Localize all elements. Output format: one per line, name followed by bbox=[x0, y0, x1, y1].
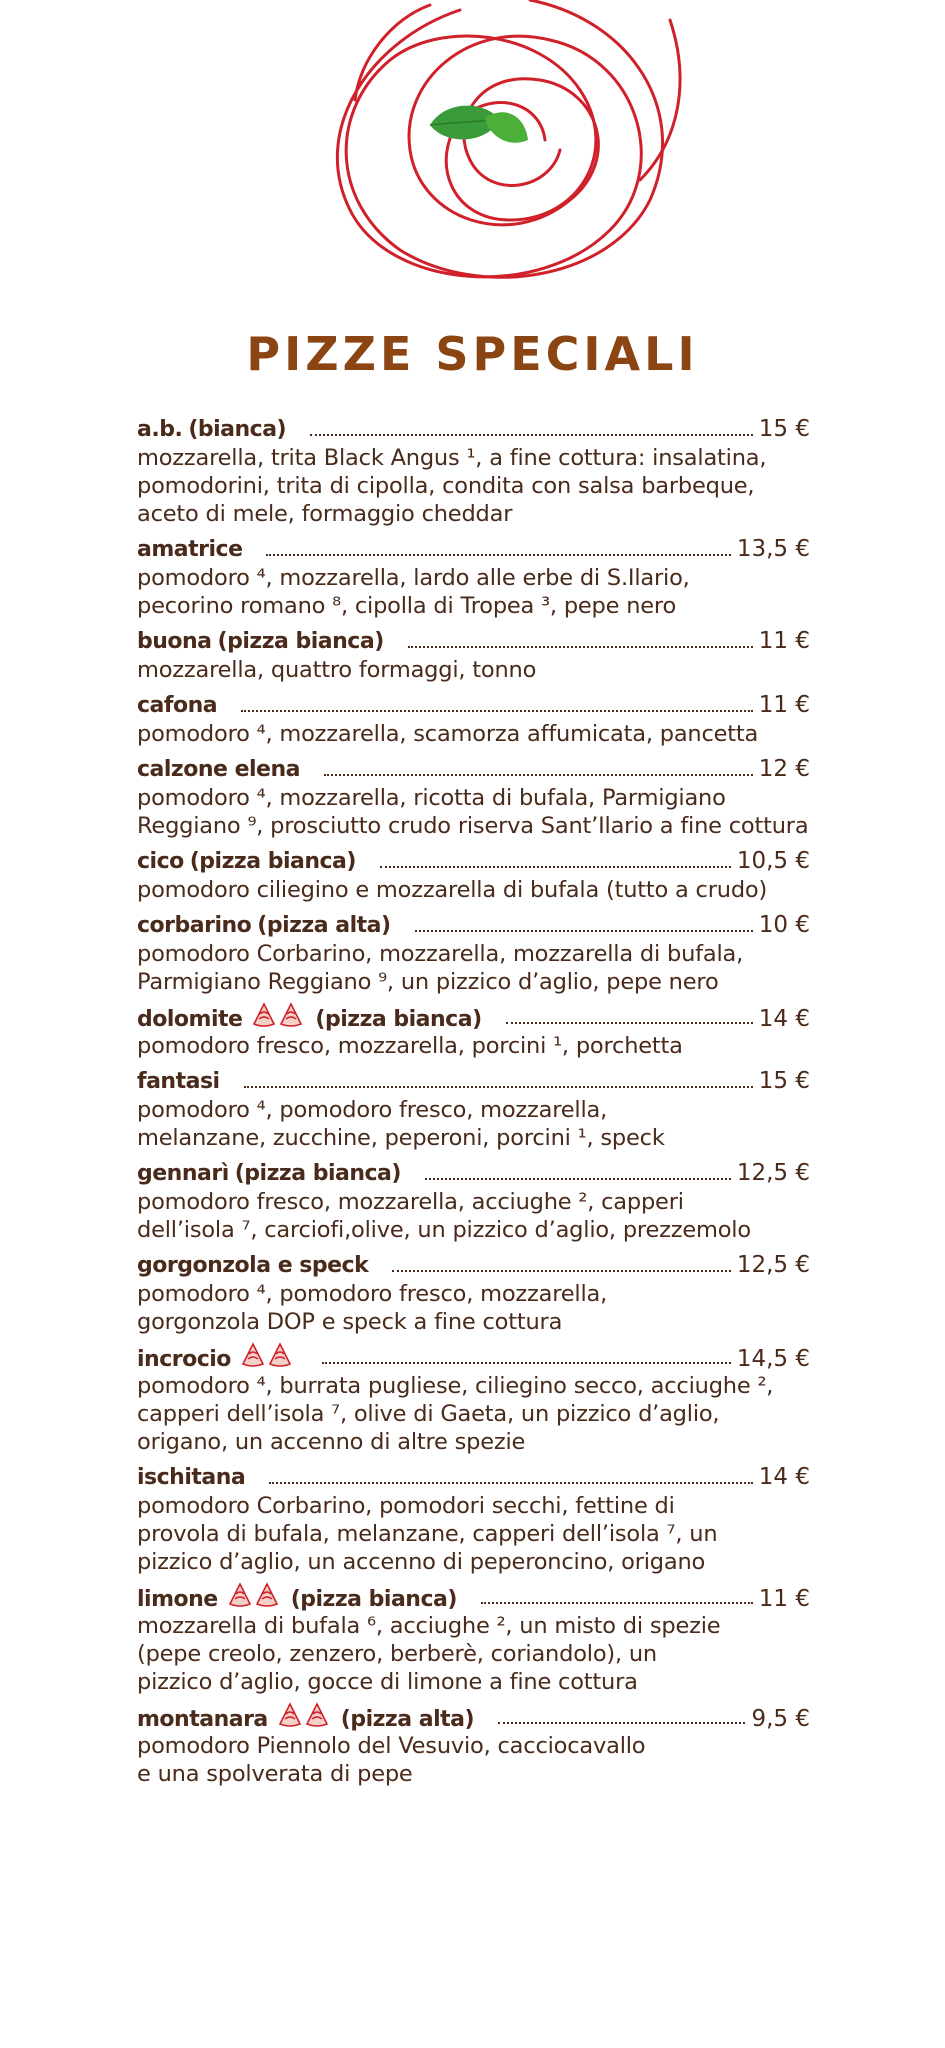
menu-item bbox=[137, 1250, 810, 1336]
menu-item bbox=[137, 1462, 810, 1576]
pizza-ingredients-line: e una spolverata di pepe bbox=[137, 1761, 413, 1787]
pizza-price: 9,5 € bbox=[751, 1705, 810, 1732]
pizza-price: 14 € bbox=[758, 1005, 810, 1032]
menu-item-header bbox=[137, 1702, 810, 1732]
pizza-name-text: montanara bbox=[137, 1706, 268, 1732]
menu-item bbox=[137, 1066, 810, 1152]
pizza-name-text: ischitana bbox=[137, 1465, 246, 1490]
pizza-tag: (pizza bianca) bbox=[315, 1006, 482, 1032]
pizza-price: 11 € bbox=[758, 692, 810, 718]
menu-item bbox=[137, 414, 810, 528]
pizza-ingredients-line: Parmigiano Reggiano ⁹, un pizzico d’aglio, pepe nero bbox=[137, 969, 719, 995]
pizza-tag: (pizza alta) bbox=[340, 1706, 475, 1732]
menu-item-header bbox=[137, 690, 810, 720]
dot-leader bbox=[481, 1602, 753, 1604]
pizza-tag: (pizza bianca) bbox=[234, 1161, 401, 1186]
menu-item bbox=[137, 1158, 810, 1244]
pizza-price: 14,5 € bbox=[736, 1345, 810, 1372]
pizza-ingredients-line: mozzarella di bufala ⁶, acciughe ², un misto di spezie bbox=[137, 1613, 721, 1639]
menu-item-header bbox=[137, 1066, 810, 1096]
menu-item-header bbox=[137, 414, 810, 444]
menu-item bbox=[137, 626, 810, 684]
pizza-name bbox=[137, 535, 242, 565]
pizza-ingredients-line: gorgonzola DOP e speck a fine cottura bbox=[137, 1309, 563, 1335]
pizza-name-text: fantasi bbox=[137, 1069, 220, 1094]
pizza-ingredients-line: (pepe creolo, zenzero, berberè, coriandolo), un bbox=[137, 1641, 657, 1667]
pizza-price: 12 € bbox=[758, 756, 810, 782]
pizza-name bbox=[137, 1067, 220, 1097]
pizza-ingredients-line: pecorino romano ⁸, cipolla di Tropea ³, pepe nero bbox=[137, 593, 677, 619]
pizza-ingredients-line: pomodoro Piennolo del Vesuvio, cacciocavallo bbox=[137, 1733, 646, 1759]
pizza-ingredients-line: pomodoro ⁴, pomodoro fresco, mozzarella, bbox=[137, 1097, 608, 1123]
menu-item-header bbox=[137, 910, 810, 940]
pizza-price: 10,5 € bbox=[736, 848, 810, 874]
dot-leader bbox=[506, 1022, 753, 1024]
pizza-tag: (pizza bianca) bbox=[217, 629, 384, 654]
dot-leader bbox=[324, 774, 753, 776]
dot-leader bbox=[408, 646, 753, 648]
menu-item-header bbox=[137, 1582, 810, 1612]
pizza-name bbox=[137, 911, 391, 941]
pizza-price: 11 € bbox=[758, 1585, 810, 1612]
dot-leader bbox=[322, 1362, 731, 1364]
pizza-ingredients-line: Reggiano ⁹, prosciutto crudo riserva Sant’Ilario a fine cottura bbox=[137, 813, 809, 839]
pizza-name bbox=[137, 1251, 368, 1281]
pizza-tag: (bianca) bbox=[188, 417, 287, 442]
dot-leader bbox=[244, 1086, 753, 1088]
pizza-ingredients-line: pomodoro ⁴, burrata pugliese, ciliegino secco, acciughe ², bbox=[137, 1373, 774, 1399]
pizza-price: 11 € bbox=[758, 628, 810, 654]
menu-item-header bbox=[137, 1002, 810, 1032]
dot-leader bbox=[241, 710, 753, 712]
pizza-ingredients-line: pizzico d’aglio, gocce di limone a fine cottura bbox=[137, 1669, 638, 1695]
pizza-name-text: buona bbox=[137, 629, 212, 654]
pizza-price: 10 € bbox=[758, 912, 810, 938]
pizza-tag: (pizza bianca) bbox=[189, 849, 356, 874]
dot-leader bbox=[269, 1482, 753, 1484]
pizza-ingredients-line: pomodoro ⁴, mozzarella, lardo alle erbe di S.Ilario, bbox=[137, 565, 690, 591]
pizza-tag: (pizza bianca) bbox=[290, 1586, 457, 1612]
pizza-ingredients-line: origano, un accenno di altre spezie bbox=[137, 1429, 526, 1455]
menu-item-header bbox=[137, 1342, 810, 1372]
pizza-ingredients-line: mozzarella, quattro formaggi, tonno bbox=[137, 657, 537, 683]
pizza-name-text: amatrice bbox=[137, 537, 243, 562]
dot-leader bbox=[310, 434, 753, 436]
pizza-price: 12,5 € bbox=[736, 1160, 810, 1186]
dot-leader bbox=[498, 1722, 745, 1724]
dot-leader bbox=[415, 930, 753, 932]
menu-item-header bbox=[137, 1158, 810, 1188]
section-title: PIZZE SPECIALI bbox=[246, 327, 699, 381]
menu-item-header bbox=[137, 846, 810, 876]
dot-leader bbox=[425, 1178, 731, 1180]
pizza-ingredients-line: dell’isola ⁷, carciofi,olive, un pizzico d’aglio, prezzemolo bbox=[137, 1217, 751, 1243]
pizza-ingredients-line: pomodoro Corbarino, pomodori secchi, fettine di bbox=[137, 1493, 675, 1519]
pizza-price: 14 € bbox=[758, 1464, 810, 1490]
pizza-price: 12,5 € bbox=[736, 1252, 810, 1278]
pizza-name bbox=[137, 1463, 245, 1493]
menu-item-header bbox=[137, 1250, 810, 1280]
menu-item-header bbox=[137, 534, 810, 564]
pizza-name-text: limone bbox=[137, 1586, 218, 1612]
pizza-price: 15 € bbox=[758, 1068, 810, 1094]
pizza-ingredients-line: pomodoro ⁴, mozzarella, ricotta di bufala, Parmigiano bbox=[137, 785, 726, 811]
menu-item bbox=[137, 1702, 810, 1788]
pizza-name bbox=[137, 847, 356, 877]
menu-item bbox=[137, 1002, 810, 1060]
pizza-name bbox=[137, 755, 300, 785]
pizza-ingredients-line: pomodoro fresco, mozzarella, acciughe ², capperi bbox=[137, 1189, 684, 1215]
dot-leader bbox=[380, 866, 731, 868]
pizza-ingredients-line: provola di bufala, melanzane, capperi dell’isola ⁷, un bbox=[137, 1521, 718, 1547]
pizza-price: 13,5 € bbox=[736, 536, 810, 562]
pizza-name-text: corbarino bbox=[137, 913, 252, 938]
pizza-price: 15 € bbox=[758, 416, 810, 442]
pizza-name bbox=[137, 627, 384, 657]
pizza-ingredients-line: pomodoro ⁴, mozzarella, scamorza affumicata, pancetta bbox=[137, 721, 759, 747]
pizza-name bbox=[137, 415, 286, 445]
pizza-ingredients-line: melanzane, zucchine, peperoni, porcini ¹, speck bbox=[137, 1125, 665, 1151]
pizza-name bbox=[137, 691, 217, 721]
pizza-name-text: gorgonzola e speck bbox=[137, 1253, 369, 1278]
spaghetti-basil-logo-icon bbox=[310, 0, 690, 300]
menu-item-header bbox=[137, 1462, 810, 1492]
pizza-name-text: cico bbox=[137, 849, 184, 874]
dot-leader bbox=[392, 1270, 731, 1272]
pizza-name-text: a.b. bbox=[137, 417, 183, 442]
pizza-menu-list bbox=[137, 414, 810, 1794]
menu-item bbox=[137, 1342, 810, 1456]
pizza-ingredients-line: pomodoro Corbarino, mozzarella, mozzarella di bufala, bbox=[137, 941, 744, 967]
menu-item bbox=[137, 754, 810, 840]
pizza-name-text: cafona bbox=[137, 693, 218, 718]
menu-item-header bbox=[137, 626, 810, 656]
pizza-name-text: gennarì bbox=[137, 1161, 229, 1186]
pizza-ingredients-line: pizzico d’aglio, un accenno di peperoncino, origano bbox=[137, 1549, 706, 1575]
menu-item bbox=[137, 690, 810, 748]
menu-item-header bbox=[137, 754, 810, 784]
pizza-tag: (pizza alta) bbox=[257, 913, 391, 938]
menu-item bbox=[137, 1582, 810, 1696]
pizza-ingredients-line: pomodoro fresco, mozzarella, porcini ¹, porchetta bbox=[137, 1033, 683, 1059]
pizza-ingredients-line: pomodoro ⁴, pomodoro fresco, mozzarella, bbox=[137, 1281, 608, 1307]
menu-item bbox=[137, 534, 810, 620]
pizza-name-text: dolomite bbox=[137, 1006, 243, 1032]
dot-leader bbox=[266, 554, 730, 556]
pizza-ingredients-line: capperi dell’isola ⁷, olive di Gaeta, un pizzico d’aglio, bbox=[137, 1401, 720, 1427]
pizza-name-text: incrocio bbox=[137, 1346, 231, 1372]
pizza-ingredients-line: pomodoro ciliegino e mozzarella di bufala (tutto a crudo) bbox=[137, 877, 768, 903]
menu-item bbox=[137, 910, 810, 996]
pizza-name bbox=[137, 1159, 401, 1189]
pizza-ingredients-line: mozzarella, trita Black Angus ¹, a fine cottura: insalatina, bbox=[137, 445, 767, 471]
pizza-ingredients-line: pomodorini, trita di cipolla, condita con salsa barbeque, bbox=[137, 473, 755, 499]
pizza-name-text: calzone elena bbox=[137, 757, 300, 782]
menu-item bbox=[137, 846, 810, 904]
pizza-ingredients-line: aceto di mele, formaggio cheddar bbox=[137, 501, 513, 527]
